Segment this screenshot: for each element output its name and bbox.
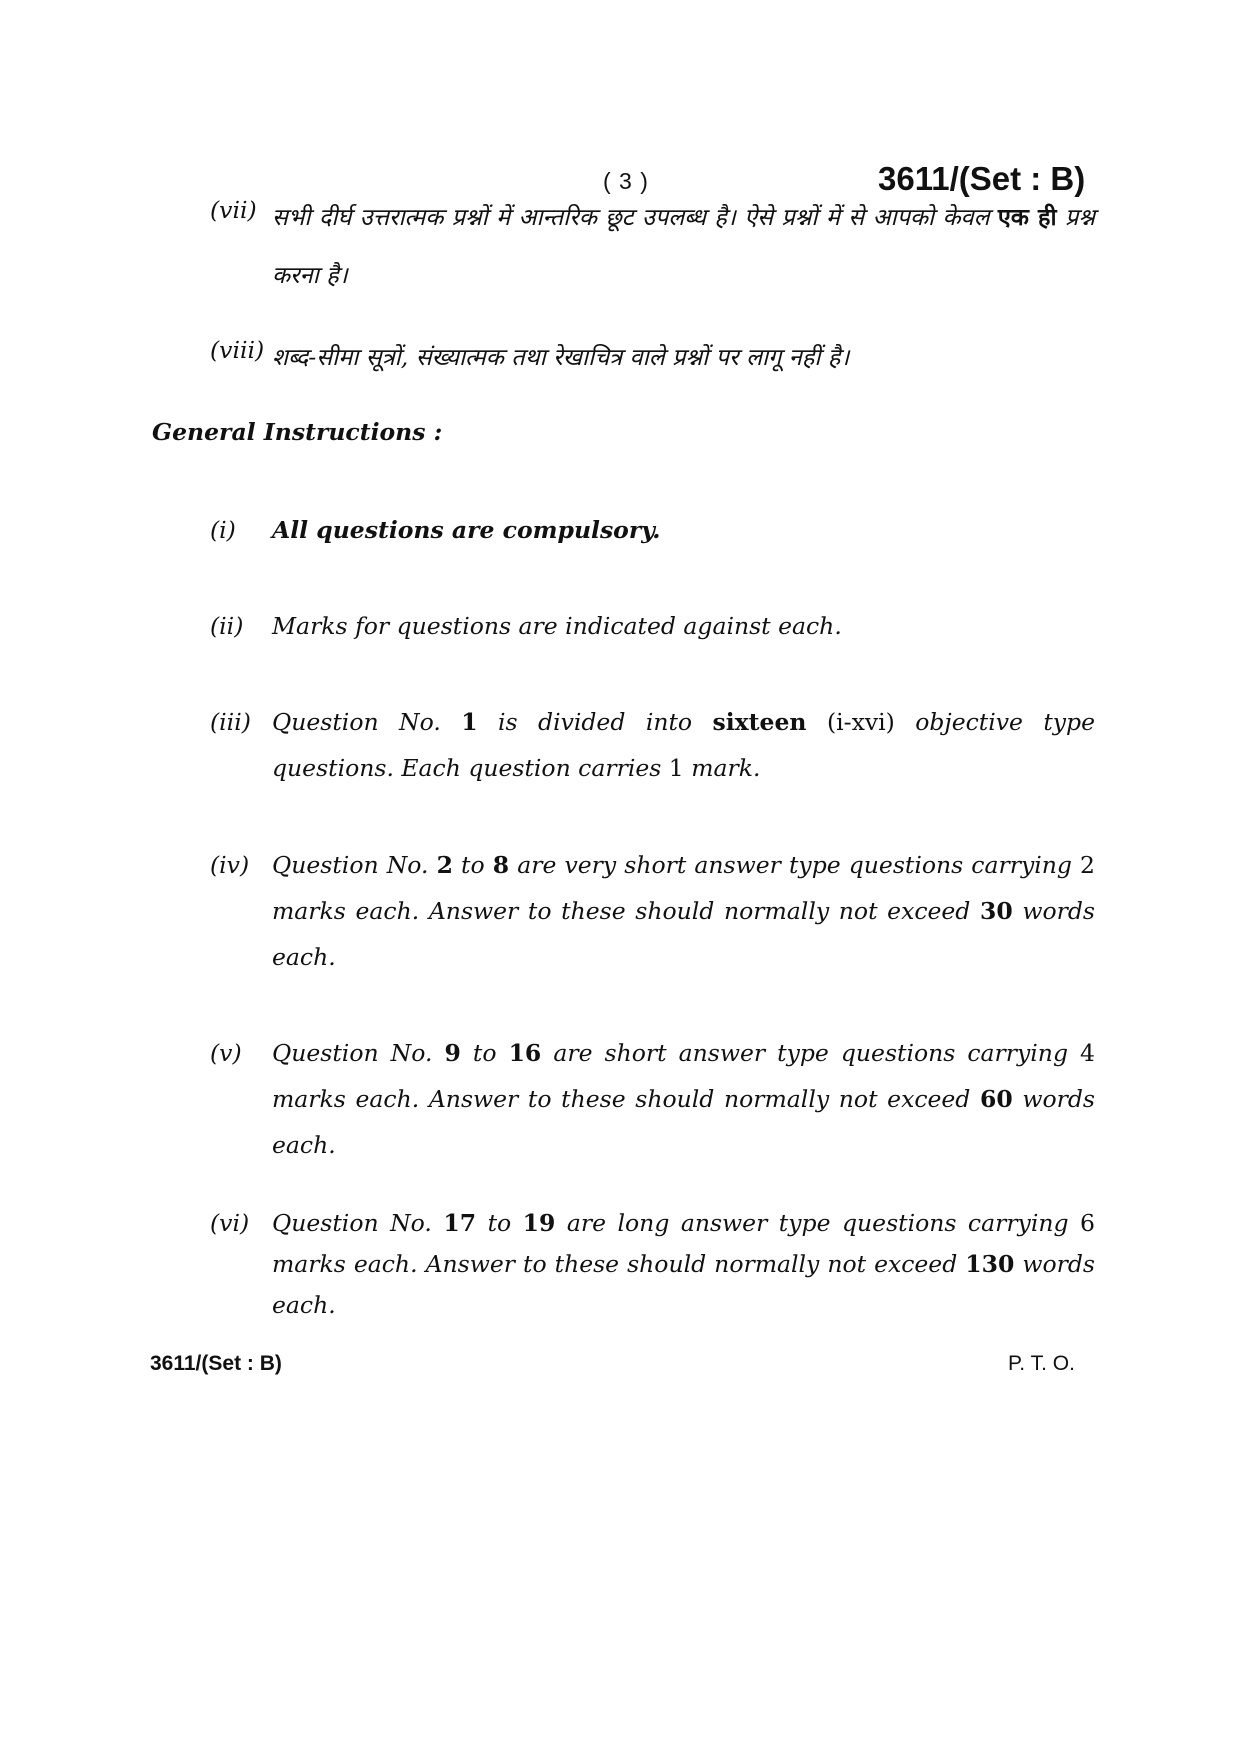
instruction-vi [210, 1203, 1095, 1326]
hindi-instruction-vii [210, 188, 1095, 304]
header-paper-code: 3611/(Set : B) [878, 160, 1086, 197]
item-text: Question No. 1 is divided into sixteen (i-xvi) objective type questions. Each question carries 1 mark. [272, 708, 1096, 782]
instruction-iii [210, 699, 1095, 791]
footer-paper-code: 3611/(Set : B) [150, 1352, 282, 1375]
item-text: सभी दीर्घ उत्तरात्मक प्रश्नों में आन्तरिक छूट उपलब्ध है। ऐसे प्रश्नों में से आपको केवल एक ही प्रश्न करना है। [272, 203, 1095, 289]
item-text: शब्द-सीमा सूत्रों, संख्यात्मक तथा रेखाचित्र वाले प्रश्नों पर लागू नहीं है। [272, 343, 850, 371]
item-number: (iii) [210, 708, 251, 736]
item-text: Question No. 9 to 16 are short answer type questions carrying 4 marks each. Answer to these should normally not exceed 60 words each. [272, 1039, 1095, 1159]
item-text: Question No. 2 to 8 are very short answer type questions carrying 2 marks each. Answer to these should normally not exceed 30 words each. [272, 851, 1095, 971]
hindi-instruction-viii [210, 328, 1095, 386]
item-number: (iv) [210, 851, 250, 879]
general-instructions-heading: General Instructions : [152, 418, 443, 446]
item-number: (vi) [210, 1209, 250, 1237]
instruction-ii [210, 603, 1095, 649]
page-number: ( 3 ) [603, 168, 649, 194]
item-number: (viii) [210, 336, 265, 364]
item-number: (vii) [210, 196, 257, 224]
instruction-iv [210, 842, 1095, 980]
item-text: All questions are compulsory. [272, 516, 661, 544]
instruction-v [210, 1030, 1095, 1168]
item-number: (v) [210, 1039, 242, 1067]
item-text: Question No. 17 to 19 are long answer type questions carrying 6 marks each. Answer to these should normally not exceed 130 words each. [272, 1209, 1095, 1319]
item-number: (ii) [210, 612, 244, 640]
item-number: (i) [210, 516, 236, 544]
instruction-i [210, 507, 1095, 553]
item-text: Marks for questions are indicated against each. [272, 612, 842, 640]
footer-pto: P. T. O. [1008, 1352, 1075, 1375]
